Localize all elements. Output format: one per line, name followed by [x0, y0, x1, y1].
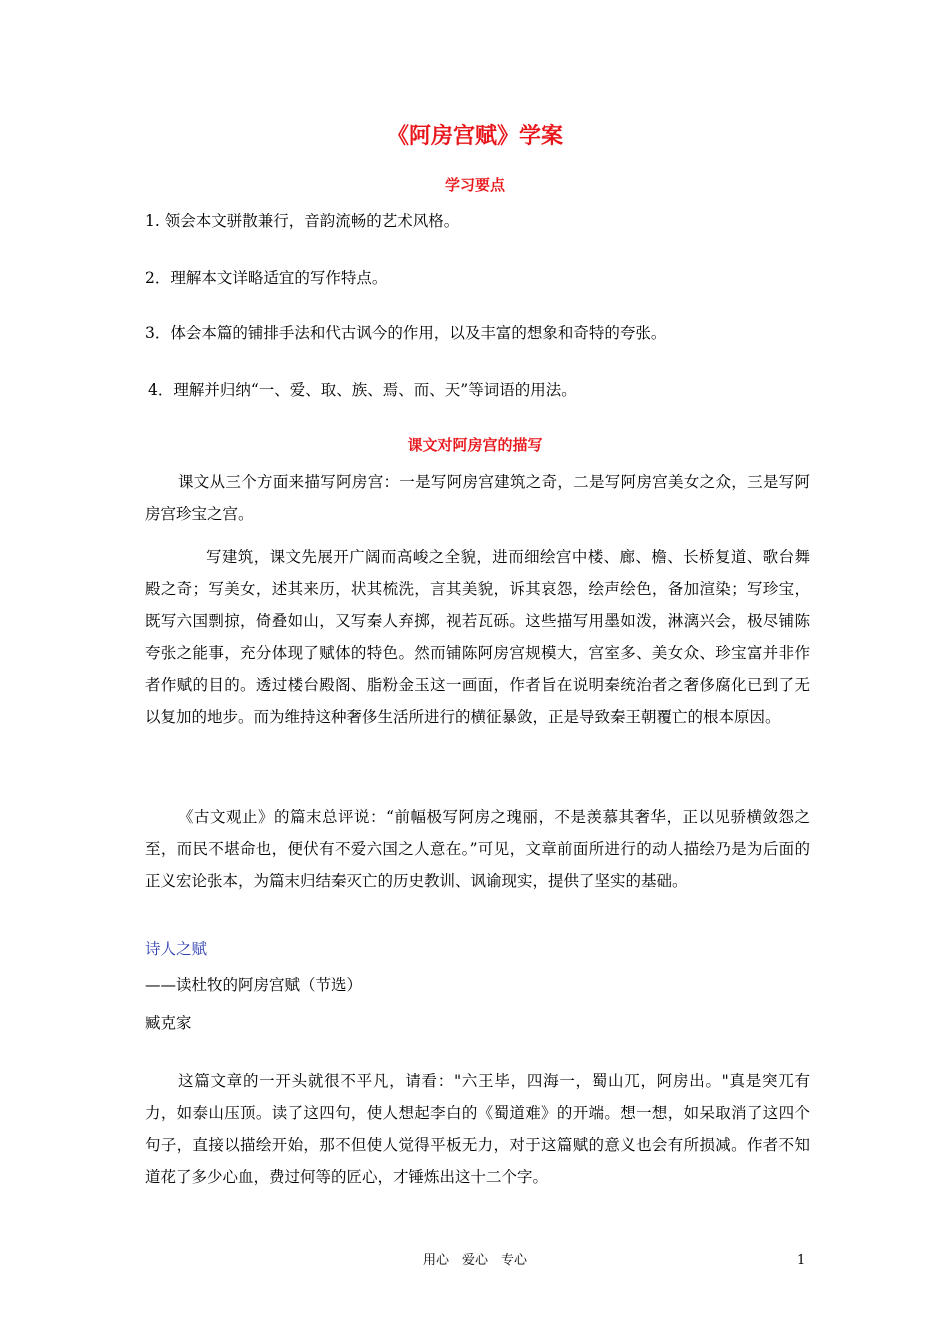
learning-point-2: 2．理解本文详略适宜的写作特点。 — [145, 269, 388, 287]
article-author: 臧克家 — [145, 1014, 192, 1032]
paragraph-detail: 写建筑，课文先展开广阔而高峻之全貌，进而细绘宫中楼、廊、檐、长桥复道、歌台舞殿之奇；写美女，述其来历，状其梳洗，言其美貌，诉其哀怨，绘声绘色，备加渲染；写珍宝，既写六国剽掠，倚叠如山，又写秦人弃掷，视若瓦砾。这些描写用墨如泼，淋漓兴会，极尽铺陈夸张之能事，充分体现了赋体的特色。然而铺陈阿房宫规模大，宫室多、美女众、珍宝富并非作者作赋的目的。透过楼台殿阁、脂粉金玉这一画面，作者旨在说明秦统治者之奢侈腐化已到了无以复加的地步。而为维持这种奢侈生活所进行的横征暴敛，正是导致秦王朝覆亡的根本原因。 — [145, 548, 810, 726]
paragraph-opening-analysis: 这篇文章的一开头就很不平凡，请看："六王毕，四海一，蜀山兀，阿房出。"真是突兀有力，如泰山压顶。读了这四句，使人想起李白的《蜀道难》的开端。想一想，如呆取消了这四个句子，直接以描绘开始，那不但使人觉得平板无力，对于这篇赋的意义也会有所损减。作者不知道花了多少心血，费过何等的匠心，才锤炼出这十二个字。 — [145, 1072, 810, 1186]
section-heading-learning-points: 学习要点 — [444, 176, 505, 194]
learning-point-3: 3．体会本篇的铺排手法和代古讽今的作用，以及丰富的想象和奇特的夸张。 — [145, 324, 667, 342]
document-title: 《阿房宫赋》学案 — [386, 124, 563, 149]
section-heading-description: 课文对阿房宫的描写 — [407, 436, 543, 454]
article-subtitle: ——读杜牧的阿房宫赋（节选） — [145, 976, 363, 994]
footer-motto: 用心 爱心 专心 — [422, 1253, 527, 1268]
section-heading-poet-fu: 诗人之赋 — [145, 940, 208, 958]
page-number: 1 — [797, 1253, 806, 1268]
learning-point-1: 1. 领会本文骈散兼行，音韵流畅的艺术风格。 — [145, 212, 460, 230]
paragraph-overview: 课文从三个方面来描写阿房宫：一是写阿房宫建筑之奇，二是写阿房宫美女之众，三是写阿房宫珍宝之宫。 — [145, 473, 810, 523]
paragraph-commentary: 《古文观止》的篇末总评说：“前幅极写阿房之瑰丽，不是羡慕其奢华，正以见骄横敛怨之至，而民不堪命也，便伏有不爱六国之人意在。”可见，文章前面所进行的动人描绘乃是为后面的正义宏论张本，为篇末归结秦灭亡的历史教训、讽谕现实，提供了坚实的基础。 — [145, 808, 810, 890]
learning-point-4: 4．理解并归纳“一、爱、取、族、焉、而、天”等词语的用法。 — [148, 381, 577, 399]
